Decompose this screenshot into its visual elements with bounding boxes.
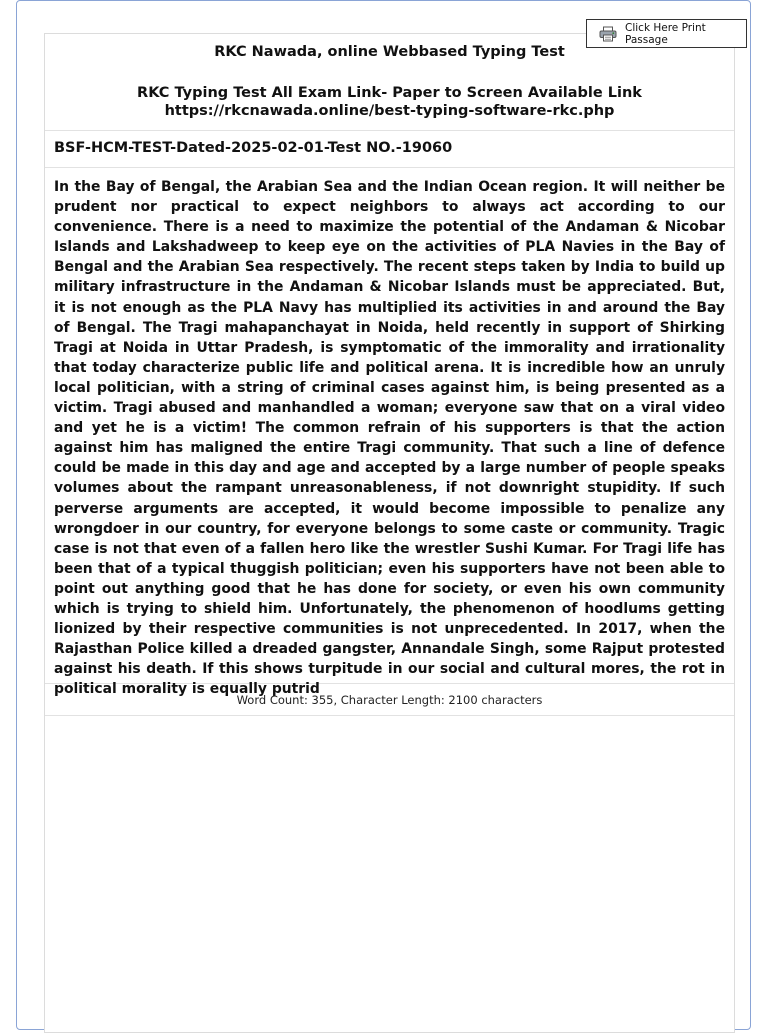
passage-stats: Word Count: 355, Character Length: 2100 characters [45,684,734,716]
passage-text: In the Bay of Bengal, the Arabian Sea and the Indian Ocean region. It will neither be prudent nor practical to expect neighbors to always act according to our convenience. There is a need to maximize the potential of the Andaman & Nicobar Islands and Lakshadweep to keep eye on the activities of PLA Navies in the Bay of Bengal and the Arabian Sea respectively. The recent steps taken by India to build up military infrastructure in the Andaman & Nicobar Islands must be appreciated. But, it is not enough as the PLA Navy has multiplied its activities in and around the Bay of Bengal. The Tragi mahapanchayat in Noida, held recently in support of Shirking Tragi at Noida in Uttar Pradesh, is symptomatic of the immorality and irrationality that today characterize public life and political arena. It is incredible how an unruly local politician, with a string of criminal cases against him, is being presented as a victim. Tragi abused and manhandled a woman; everyone saw that on a viral video and yet he is a victim! The common refrain of his supporters is that the action against him has maligned the entire Tragi community. That such a line of defence could be made in this day and age and accepted by a large number of people speaks volumes about the rampant unreasonableness, if not downright stupidity. If such perverse arguments are accepted, it would become impossible to penalize any wrongdoer in our country, for everyone belongs to some caste or community. Tragic case is not that even of a fallen hero like the wrestler Sushi Kumar. For Tragi life has been that of a typical thuggish politician; even his supporters have not been able to point out anything good that he has done for society, or even his own community which is trying to shield him. Unfortunately, the phenomenon of hoodlums getting lionized by their respective communities is not unprecedented. In 2017, when the Rajasthan Police killed a dreaded gangster, Annandale Singh, some Rajput protested against his death. If this shows turpitude in our social and cultural mores, the rot in political morality is equally putrid [45,168,734,684]
passage-sheet [44,33,735,1033]
printer-icon [599,26,617,42]
page-title: RKC Nawada, online Webbased Typing Test [214,44,565,60]
exam-link-label: RKC Typing Test All Exam Link- Paper to Screen Available Link [137,85,642,101]
print-passage-label: Click Here Print Passage [625,21,706,46]
test-header [45,34,734,131]
test-id: BSF-HCM-TEST-Dated-2025-02-01-Test NO.-19060 [45,131,734,168]
exam-link-url[interactable]: https://rkcnawada.online/best-typing-software-rkc.php [164,103,615,119]
print-passage-button[interactable] [586,19,747,48]
